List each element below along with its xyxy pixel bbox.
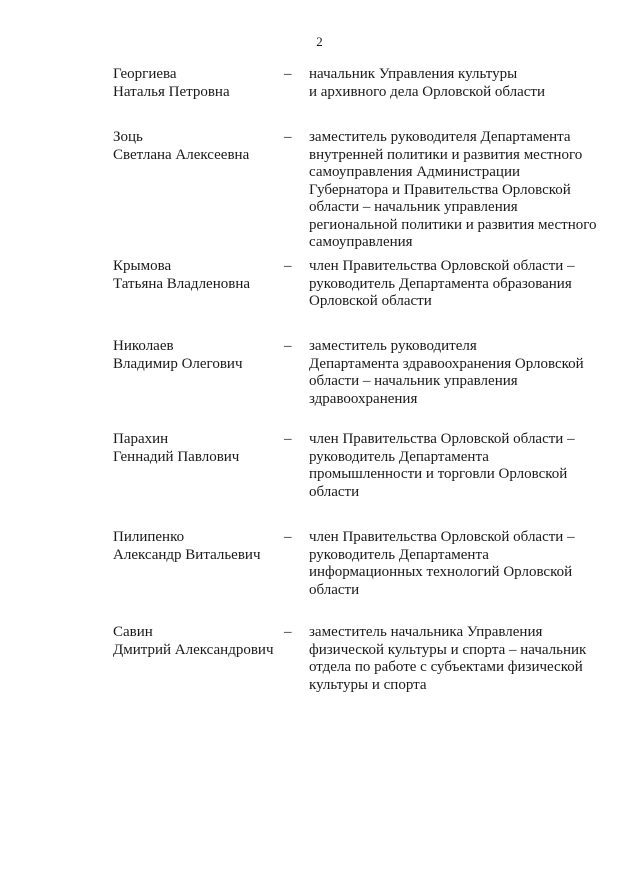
member-given-names: Светлана Алексеевна [113, 146, 250, 163]
position-line: и архивного дела Орловской области [309, 83, 546, 100]
position-line: заместитель руководителя [309, 338, 477, 354]
dash-separator: – [284, 66, 292, 82]
position-line: заместитель руководителя Департамента [309, 129, 571, 145]
member-given-names: Владимир Олегович [113, 355, 243, 372]
position-line: физической культуры и спорта – начальник [309, 641, 587, 658]
position-line: региональной политики и развития местного [309, 216, 597, 233]
position-line: самоуправления Администрации [309, 164, 521, 180]
dash-separator: – [284, 431, 292, 447]
position-line: промышленности и торговли Орловской [309, 466, 568, 482]
dash-separator: – [284, 258, 292, 274]
member-surname: Зоць [113, 129, 143, 145]
position-line: член Правительства Орловской области – [309, 431, 575, 447]
member-surname: Николаев [113, 338, 174, 354]
position-line: культуры и спорта [309, 676, 427, 693]
member-given-names: Геннадий Павлович [113, 448, 240, 465]
member-given-names: Наталья Петровна [113, 83, 230, 100]
position-line: Орловской области [309, 293, 432, 309]
member-surname: Крымова [113, 258, 172, 274]
member-given-names: Татьяна Владленовна [113, 275, 251, 292]
member-name [113, 624, 283, 659]
dash-separator: – [284, 529, 292, 545]
position-line: самоуправления [309, 234, 413, 250]
position-line: руководитель Департамента образования [309, 275, 572, 292]
position-line: начальник Управления культуры [309, 66, 518, 82]
member-position [309, 66, 609, 101]
position-line: член Правительства Орловской области – [309, 529, 575, 545]
dash-separator: – [284, 129, 292, 145]
member-name [113, 529, 283, 564]
page-number: 2 [316, 34, 323, 49]
position-line: заместитель начальника Управления [309, 624, 543, 640]
position-line: руководитель Департамента [309, 448, 489, 465]
position-line: руководитель Департамента [309, 546, 489, 563]
dash-separator: – [284, 624, 292, 640]
member-given-names: Дмитрий Александрович [113, 641, 274, 658]
member-name [113, 338, 283, 373]
position-line: области – начальник управления [309, 373, 518, 389]
member-position [309, 129, 609, 252]
member-position [309, 431, 609, 501]
position-line: области [309, 581, 360, 598]
member-name [113, 129, 283, 164]
position-line: Губернатора и Правительства Орловской [309, 181, 571, 198]
member-name [113, 258, 283, 293]
member-position [309, 529, 609, 599]
position-line: области – начальник управления [309, 199, 518, 215]
position-line: член Правительства Орловской области – [309, 258, 575, 274]
member-surname: Парахин [113, 431, 169, 447]
member-given-names: Александр Витальевич [113, 546, 261, 563]
member-name [113, 431, 283, 466]
member-surname: Савин [113, 624, 153, 640]
member-position [309, 258, 609, 311]
position-line: информационных технологий Орловской [309, 564, 573, 580]
dash-separator: – [284, 338, 292, 354]
position-line: отдела по работе с субъектами физической [309, 659, 583, 675]
member-position [309, 338, 609, 408]
member-name [113, 66, 283, 101]
position-line: здравоохранения [309, 390, 418, 407]
position-line: внутренней политики и развития местного [309, 146, 583, 163]
position-line: области [309, 483, 360, 500]
member-surname: Пилипенко [113, 529, 185, 545]
member-position [309, 624, 609, 694]
position-line: Департамента здравоохранения Орловской [309, 355, 584, 372]
member-surname: Георгиева [113, 66, 177, 82]
